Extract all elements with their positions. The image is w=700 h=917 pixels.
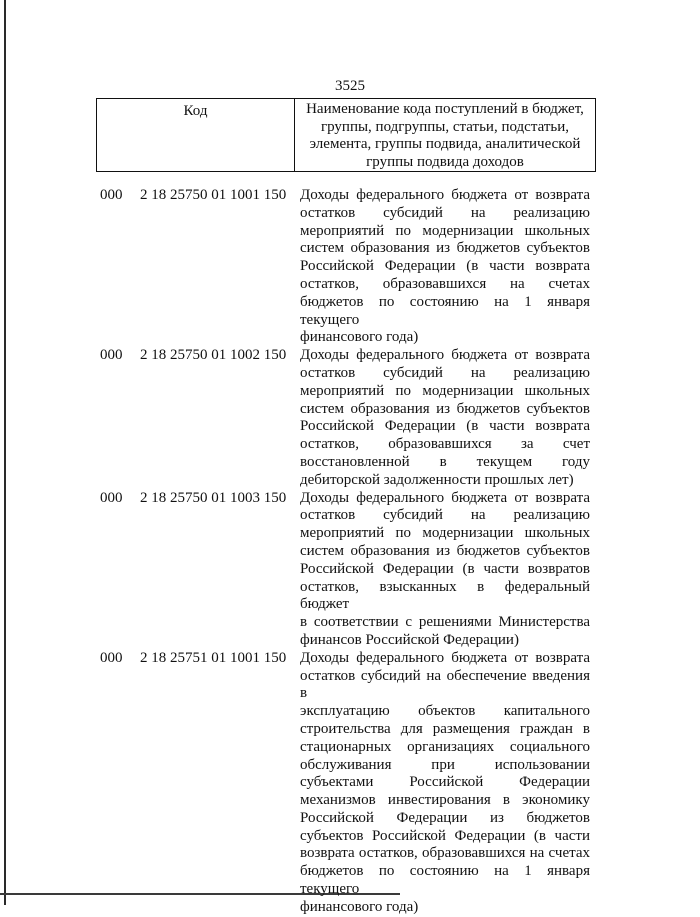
description-line: Российской Федерации (в части возвратов xyxy=(300,560,590,577)
description-line: Доходы федерального бюджета от возврата xyxy=(300,649,590,666)
description-line: остатков субсидий на обеспечение введения в xyxy=(300,667,590,702)
income-code: 2 18 25750 01 1003 150 xyxy=(140,489,287,506)
description-line: бюджетов по состоянию на 1 января текущего xyxy=(300,293,590,328)
page-edge-left xyxy=(4,0,6,905)
description-line: бюджетов по состоянию на 1 января текущего xyxy=(300,863,590,898)
description-line: финансового года) xyxy=(300,898,419,915)
description-line: мероприятий по модернизации школьных xyxy=(300,525,590,542)
description-line: Российской Федерации (в части возврата xyxy=(300,258,590,275)
description-line: систем образования из бюджетов субъектов xyxy=(300,542,590,559)
description-line: остатков, образовавшихся за счет xyxy=(300,436,590,453)
description-line: остатков субсидий на реализацию xyxy=(300,364,590,381)
code-row xyxy=(100,650,590,917)
description-line: систем образования из бюджетов субъектов xyxy=(300,400,590,417)
description-line: эксплуатацию объектов капитального xyxy=(300,703,590,720)
description-line: в соответствии с решениями Министерства xyxy=(300,614,590,631)
description-line: восстановленной в текущем году xyxy=(300,453,590,470)
code-row xyxy=(100,187,590,347)
description-line: Российской Федерации (в части возврата xyxy=(300,418,590,435)
income-description xyxy=(300,187,590,347)
code-row xyxy=(100,347,590,489)
income-code: 2 18 25751 01 1001 150 xyxy=(140,649,287,666)
description-line: финансов Российской Федерации) xyxy=(300,631,519,648)
description-line: мероприятий по модернизации школьных xyxy=(300,382,590,399)
description-line: стационарных организациях социального xyxy=(300,738,590,755)
code-list xyxy=(100,187,590,917)
admin-code: 000 xyxy=(100,649,123,666)
description-line: остатков, взысканных в федеральный бюджет xyxy=(300,578,590,613)
description-line: финансового года) xyxy=(300,329,419,346)
description-line: систем образования из бюджетов субъектов xyxy=(300,240,590,257)
description-line: обслуживания при использовании xyxy=(300,756,590,773)
description-line: механизмов инвестирования в экономику xyxy=(300,792,590,809)
description-line: Доходы федерального бюджета от возврата xyxy=(300,187,590,203)
description-line: субъектов Российской Федерации (в части xyxy=(300,827,590,844)
header-name-label: Наименование кода поступлений в бюджет, группы, подгруппы, статьи, подстатьи, элемента, группы подвида, аналитической группы подвида доходов xyxy=(306,101,584,170)
header-table xyxy=(96,98,596,172)
admin-code: 000 xyxy=(100,489,123,506)
description-line: строительства для размещения граждан в xyxy=(300,720,590,737)
code-row xyxy=(100,490,590,650)
description-line: Доходы федерального бюджета от возврата xyxy=(300,489,590,506)
income-code: 2 18 25750 01 1001 150 xyxy=(140,187,287,203)
description-line: Российской Федерации из бюджетов xyxy=(300,809,590,826)
description-line: дебиторской задолженности прошлых лет) xyxy=(300,471,574,488)
income-description xyxy=(300,650,590,917)
description-line: мероприятий по модернизации школьных xyxy=(300,222,590,239)
admin-code: 000 xyxy=(100,347,123,364)
description-line: субъектами Российской Федерации xyxy=(300,774,590,791)
description-line: остатков субсидий на реализацию xyxy=(300,507,590,524)
page-number: 3525 xyxy=(335,78,365,94)
description-line: возврата остатков, образовавшихся на счетах xyxy=(300,845,590,862)
income-description xyxy=(300,490,590,650)
admin-code: 000 xyxy=(100,187,123,203)
income-code: 2 18 25750 01 1002 150 xyxy=(140,347,287,364)
description-line: остатков субсидий на реализацию xyxy=(300,204,590,221)
header-code-label: Код xyxy=(97,99,295,171)
description-line: остатков, образовавшихся на счетах xyxy=(300,275,590,292)
description-line: Доходы федерального бюджета от возврата xyxy=(300,347,590,364)
income-description xyxy=(300,347,590,489)
